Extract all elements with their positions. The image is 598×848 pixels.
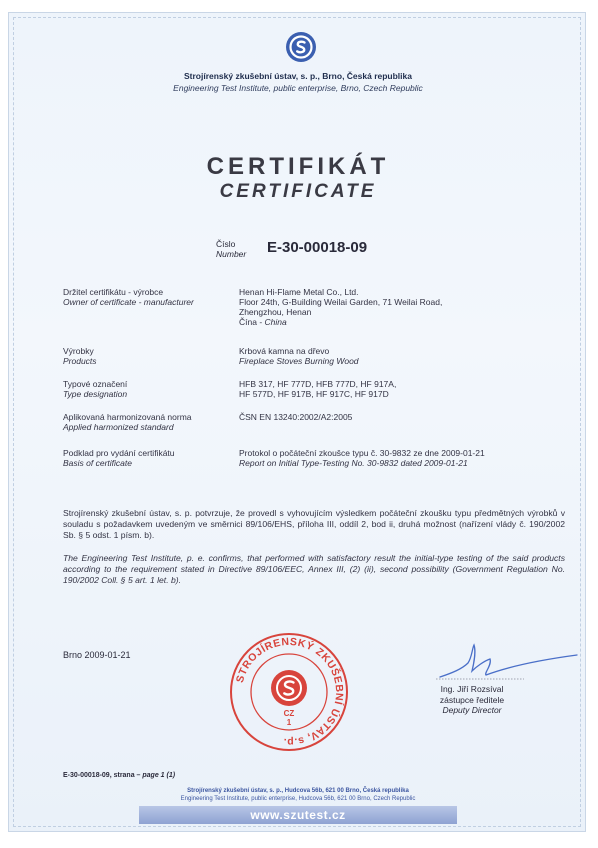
signature bbox=[432, 633, 582, 683]
footer-address-cz: Strojírenský zkušební ústav, s. p., Hudcova 56b, 621 00 Brno, Česká republika bbox=[187, 788, 409, 794]
basis-value bbox=[239, 448, 569, 468]
products-value-en: Fireplace Stoves Burning Wood bbox=[239, 356, 359, 366]
holder-line2: Floor 24th, G-Building Weilai Garden, 71 Weilai Road, bbox=[239, 297, 443, 307]
type-label-en: Type designation bbox=[63, 389, 128, 399]
basis-label-en: Basis of certificate bbox=[63, 458, 132, 468]
stamp-number: 1 bbox=[286, 718, 292, 727]
stamp-cz: CZ bbox=[283, 709, 295, 718]
issue-date: Brno 2009-01-21 bbox=[63, 650, 131, 660]
standard-value: ČSN EN 13240:2002/A2:2005 bbox=[239, 412, 353, 422]
holder-label-en: Owner of certificate - manufacturer bbox=[63, 297, 194, 307]
page-number: page 1 (1) bbox=[142, 772, 176, 779]
website-link[interactable]: www.szutest.cz bbox=[139, 806, 457, 824]
holder-country-cz: Čína - bbox=[239, 317, 265, 327]
basis-value-en: Report on Initial Type-Testing No. 30-9832 dated 2009-01-21 bbox=[239, 458, 468, 468]
page-prefix: E-30-00018-09, strana – bbox=[63, 772, 143, 779]
products-label-cz: Výrobky bbox=[63, 346, 94, 356]
standard-label bbox=[63, 412, 243, 432]
products-value-cz: Krbová kamna na dřevo bbox=[239, 346, 330, 356]
products-label bbox=[63, 346, 243, 366]
signatory-role-en: Deputy Director bbox=[442, 705, 502, 715]
holder-line1: Henan Hi-Flame Metal Co., Ltd. bbox=[239, 287, 359, 297]
signatory-name: Ing. Jiří Rozsíval bbox=[440, 684, 504, 694]
official-stamp bbox=[227, 630, 351, 754]
holder-country-en: China bbox=[264, 317, 287, 327]
basis-label bbox=[63, 448, 243, 468]
number-label-en: Number bbox=[216, 249, 247, 259]
standard-label-cz: Aplikovaná harmonizovaná norma bbox=[63, 412, 192, 422]
title-en: CERTIFICATE bbox=[219, 181, 377, 202]
institute-logo-icon bbox=[285, 31, 317, 63]
signatory-role-cz: zástupce ředitele bbox=[439, 694, 505, 705]
number-label-cz: Číslo bbox=[216, 239, 236, 249]
certificate-number: E-30-00018-09 bbox=[267, 239, 368, 256]
type-line1: HFB 317, HF 777D, HFB 777D, HF 917A, bbox=[239, 379, 397, 389]
standard-label-en: Applied harmonized standard bbox=[63, 422, 174, 432]
page-indicator bbox=[63, 772, 175, 779]
products-value bbox=[239, 346, 569, 366]
holder-value bbox=[239, 287, 569, 327]
type-label bbox=[63, 379, 243, 399]
holder-line4 bbox=[239, 317, 569, 327]
institute-name-cz: Strojírenský zkušební ústav, s. p., Brno, Česká republika bbox=[183, 71, 412, 81]
stamp-ring-text: STROJÍRENSKÝ ZKUŠEBNÍ ÚSTAV, s.p. bbox=[233, 635, 346, 749]
basis-label-cz: Podklad pro vydání certifikátu bbox=[63, 448, 175, 458]
statement-cz: Strojírenský zkušební ústav, s. p. potvrzuje, že provedl s vyhovujícím výsledkem počáteční zkoušku typu předmětných výrobků v souladu s požadavkem uvedeným ve směrnici 89/106/EHS, příloha III, oddíl 2, bod ii, druhá možnost (nařízení vlády č. 190/2002 Sb. § 5 odst. 1 písm. b). bbox=[63, 508, 565, 540]
holder-label bbox=[63, 287, 243, 307]
holder-line3: Zhengzhou, Henan bbox=[239, 307, 312, 317]
type-value bbox=[239, 379, 569, 399]
footer-address-en: Engineering Test Institute, public enterprise, Hudcova 56b, 621 00 Brno, Czech Republic bbox=[180, 796, 416, 802]
holder-label-cz: Držitel certifikátu - výrobce bbox=[63, 287, 164, 297]
institute-name-en: Engineering Test Institute, public enterprise, Brno, Czech Republic bbox=[173, 83, 423, 93]
type-line2: HF 577D, HF 917B, HF 917C, HF 917D bbox=[239, 389, 389, 399]
signatory-block bbox=[422, 684, 522, 716]
certificate-page bbox=[8, 12, 586, 832]
basis-value-cz: Protokol o počáteční zkoušce typu č. 30-9832 ze dne 2009-01-21 bbox=[239, 448, 485, 458]
type-label-cz: Typové označení bbox=[63, 379, 128, 389]
statement-en: The Engineering Test Institute, p. e. confirms, that performed with satisfactory result the initial-type testing of the said products according to the requirement stated in Directive 89/106/EEC, Annex III, (2) (ii), second possibility (Government Regulation No. 190/2002 Coll. § 5 art. 1 let. b). bbox=[63, 553, 565, 585]
title-cz: CERTIFIKÁT bbox=[206, 153, 390, 180]
products-label-en: Products bbox=[63, 356, 97, 366]
